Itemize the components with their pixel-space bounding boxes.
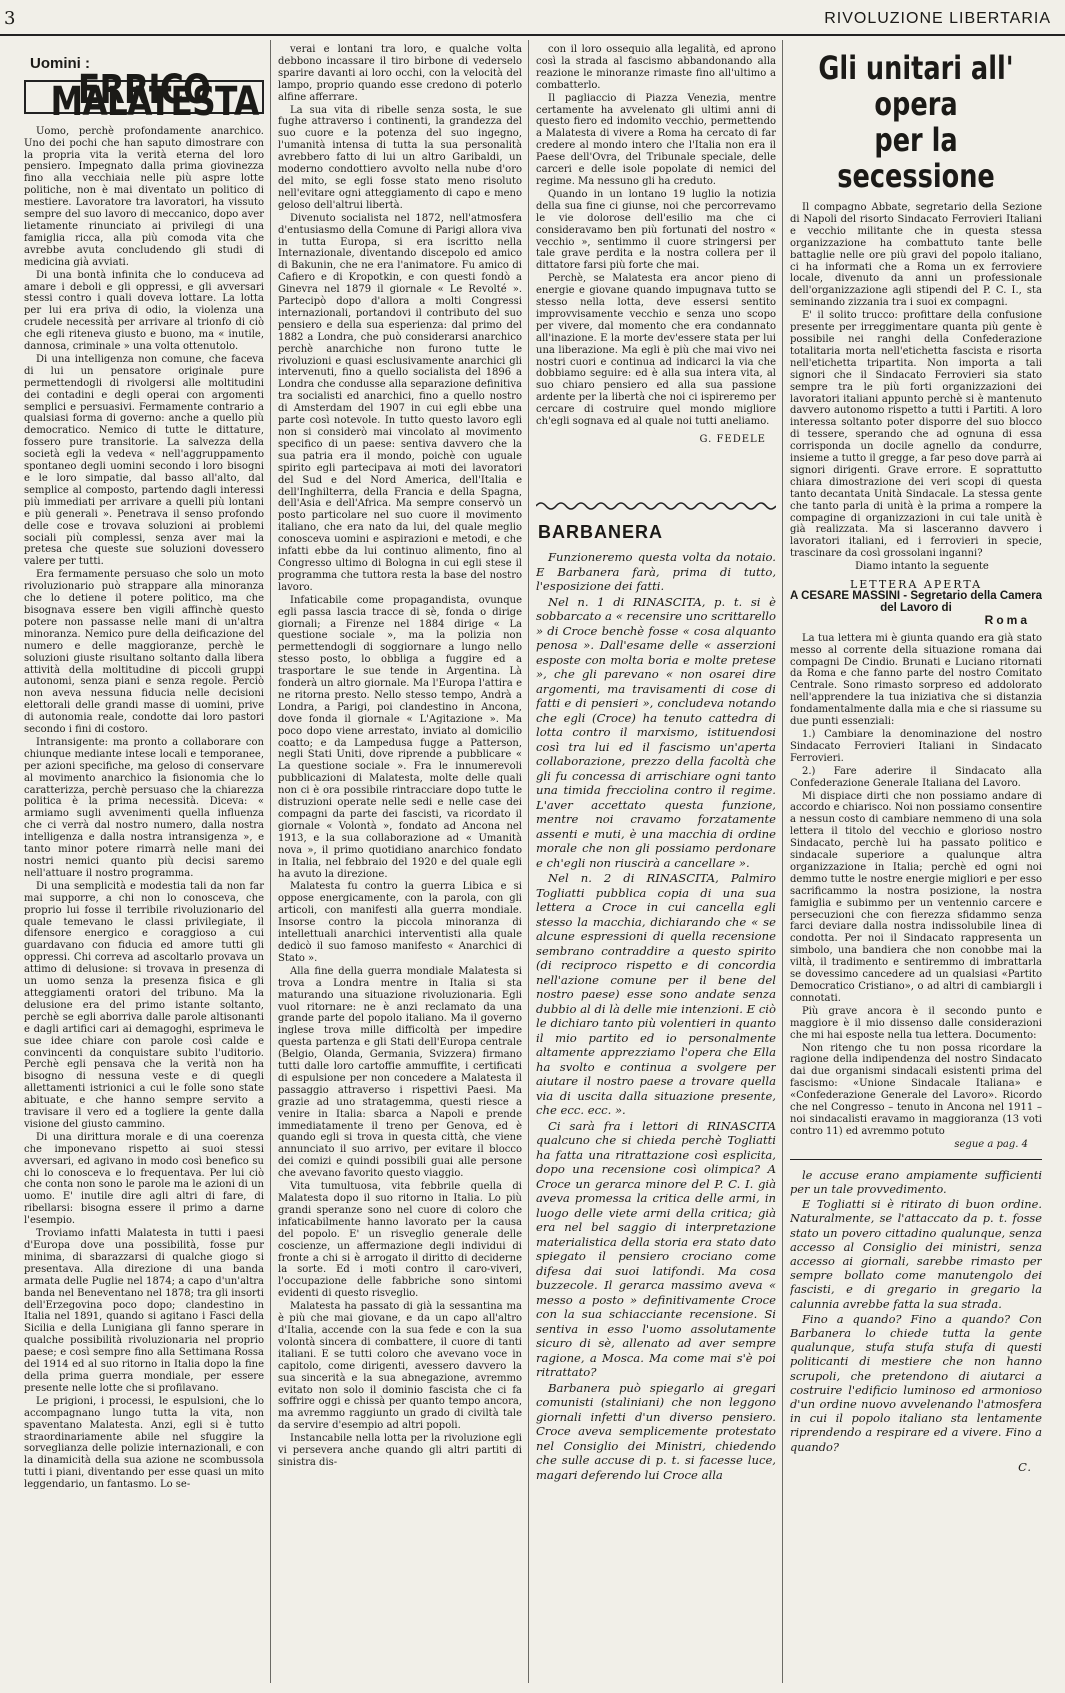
paragraph: Malatesta ha passato di già la sessantina ma è più che mai giovane, e da un capo all'altro d'Italia, accende con la sua fede e con la sua volontà sincera di combattere, il cuore di tanti italiani. E se tutti coloro che avevano voce in capitolo, come dirigenti, avessero davvero la sua sincerità e la sua abnegazione, avremmo evitato non solo il dominio fascista che ci fa soffrire oggi e chissà per quanto tempo ancora, ma avremmo raggiunto un grado di civiltà tale da servire d'esempio ad altri popoli.: [278, 1301, 522, 1432]
article-headline: [790, 50, 1042, 194]
barbanera-continuation: [790, 1168, 1042, 1474]
article-kicker: Uomini :: [30, 55, 90, 72]
paragraph: Di una semplicità e modestia tali da non far mai supporre, a chi non lo conosceva, che proprio lui fosse il terribile rivoluzionario del quale temevano le classi privilegiate, il difensore energico e coraggioso a cui guardavano con fiducia ed amore tutti gli oppressi. Chi correva ad ascoltarlo provava un attimo di delusione: si trovava in presenza di un uomo senza la presenza fisica e gli atteggiamenti oratori del tribuno. Ma la delusione era del primo istante soltanto, perchè se egli aborriva dalle parole altisonanti e dagli artifici cari ai demagoghi, esprimeva le sue idee chiare con parole così calde e convincenti da conquistare subito l'uditorio. Perchè egli pensava che la verità non ha bisogno di nessuna veste e di quegli allettamenti istrionici a cui le folle sono state abituate, e che hanno sempre servito a travisare il vero ed a togliere la gente dalla visione del giusto cammino.: [24, 880, 264, 1130]
paragraph: Era fermamente persuaso che solo un moto rivoluzionario può strappare alla minoranza che lo detiene il potere politico, ma che bisognava essere ben vigili affinchè questo potere non passasse nelle mani di un'altra minoranza. Nemico pure della deificazione del numero e delle maggioranze, perchè le soluzioni giuste risultano soltanto dalla libera attività della moltitudine di piccoli gruppi autonomi, senza piani e senza regole. Perciò non aveva nessuna fiducia nelle decisioni elettorali delle grandi masse di uomini, prive di autonomia reale, condotte dai loro pastori secondo i fini di costoro.: [24, 569, 264, 736]
column-3-barbanera: [536, 550, 776, 1680]
paragraph: Di una intelligenza non comune, che faceva di lui un pensatore originale pure permettendogli di rivolgersi alle moltitudini dei contadini e degli operai con argomenti semplici e persuasivi. Fermamente contrario a qualsiasi forma di governo: anche a quello più democratico. Nemico di tutte le dittature, fossero pure transitorie. La salvezza della società egli la vedeva « nell'aggruppamento spontaneo degli uomini secondo i loro bisogni e le loro simpatie, dal basso all'alto, dal semplice al composto, partendo dagli interessi più immediati per arrivare a quelli più lontani e più generali ». Penetrava il senso profondo delle cose e trovava soluzioni ai problemi sociali più complessi, senza aver mai la pretesa che queste sue soluzioni dovessero valere per tutti.: [24, 353, 264, 568]
continued-note: segue a pag. 4: [954, 1138, 1028, 1150]
letter-heading: [790, 579, 1042, 627]
column-1: [24, 44, 264, 1682]
paragraph: Le prigioni, i processi, le espulsioni, che lo accompagnano lungo tutta la vita, non spaventano Malatesta. Anzi, egli si è tutto straordinariamente abile nel sfuggire la sorveglianza delle polizie internazionali, e con la dinamicità della sua azione ne scombussola tutti i piani, diventando per esse quasi un mito leggendario, un fantasmo. Lo se-: [24, 1395, 264, 1491]
letter-heading-3: Roma: [984, 612, 1030, 627]
column-divider: [782, 40, 783, 1683]
paragraph: Quando in un lontano 19 luglio la notizia della sua fine ci giunse, noi che percorrevamo le vie dolorose dell'esilio ma che ci consideravamo ben più fortunati del nostro « vecchio », sentimmo il cuore stringersi per tale grave perdita e la nostra collera per il dittatore farsi più forte che mai.: [536, 188, 776, 272]
paragraph: Non ritengo che tu non possa ricordare la ragione della indipendenza del nostro Sindacato dai due organismi sindacali esistenti prima del fascismo: «Unione Sindacale Italiana» e «Confederazione Generale del Lavoro». Ricordo che nel Congresso – tenuto in Ancona nel 1911 – noi sindacalisti eravamo in maggioranza (13 voti contro 11) ed avremmo potuto: [790, 1042, 1042, 1137]
letter-heading-2: A CESARE MASSINI - Segretario della Camera del Lavoro di: [790, 590, 1042, 614]
headline-line-2: per la secessione: [837, 121, 995, 195]
paragraph: Funzioneremo questa volta da notaio. E Barbanera farà, prima di tutto, l'esposizione dei fatti.: [536, 550, 776, 593]
paragraph: Diamo intanto la seguente: [855, 561, 989, 573]
paragraph: Di una dirittura morale e di una coerenza che imponevano rispetto ai suoi stessi avversari, ed agivano in modo così benefico su chi lo conosceva e lo frequentava. Per lui ciò che conta non sono le parole ma le azioni di un uomo. E' inutile dire agli altri di fare, di ribellarsi: bisogna essere il primo a darne l'esempio.: [24, 1131, 264, 1227]
column-divider: [528, 40, 529, 1683]
column-2: [278, 44, 522, 1682]
article-title: ERRICO MALATESTA: [50, 66, 259, 125]
author-signature: G. FEDELE: [699, 434, 766, 445]
paragraph: Troviamo infatti Malatesta in tutti i paesi d'Europa dove una possibilità, fosse pur minima, di sbarazzarsi di qualche giogo si presentava. Alla direzione di una banda armata delle Puglie nel 1874; a capo d'un'altra banda nel Beneventano nel 1878; tra gli insorti dell'Erzegovina poco dopo; clandestino in Italia nel 1891, quando si agitano i Fasci della Sicilia e della Lunigiana gli fanno sperare in qualche possibilità rivoluzionaria nel proprio paese; e così sempre fino alla Settimana Rossa del 1914 ed al suo ritorno in Italia dopo la fine della prima guerra mondiale, per essere presente nelle lotte che si profilavano.: [24, 1228, 264, 1394]
paragraph: Divenuto socialista nel 1872, nell'atmosfera d'entusiasmo della Comune di Parigi allora viva in tutta Europa, si era iscritto nella Internazionale, diventando discepolo ed amico di Bakunin, che ne era l'animatore. Fu amico di Cafiero e di Kropotkin, e con questi fondò a Ginevra nel 1879 il giornale « Le Revolté ». Partecipò dopo d'allora a molti Congressi internazionali, portandovi il contributo del suo pensiero e della sua esperienza: dal primo del 1882 a Londra, che può considerarsi anarchico perchè anarchiche non furono tutte le rivoluzioni e quasi esclusivamente anarchici gli intervenuti, fino a quello socialista del 1896 a Londra che condusse alla separazione definitiva tra socialisti ed anarchici, fino a quello nostro di Amsterdam del 1907 in cui egli ebbe una parte così notevole. In tutto questo lavoro egli non si considerò mai vincolato al movimento specifico di un paese: sentiva davvero che la sua patria era il mondo, poichè con uguale spirito egli partecipava ai moti dei lavoratori del Sud e del Nord America, dell'Italia e dell'Inghilterra, della Francia e della Spagna, dell'Asia e dell'Africa. Ma sempre conservò un posto particolare nel suo cuore il movimento italiano, che era nato da lui, del quale meglio conosceva uomini e aspirazioni e metodi, e che infatti ebbe da lui continuo alimento, fino al Congresso ultimo di Bologna in cui egli stese il programma che tuttora resta la base del nostro lavoro.: [278, 212, 522, 593]
paragraph: E Togliatti si è ritirato di buon ordine. Naturalmente, se l'attaccato da p. t. fosse stato un povero cittadino qualunque, senza accesso al Consiglio dei ministri, senza accesso ai giornali, sarebbe rimasto per sempre bollato come manutengolo dei fascisti, e di gregario in gregario la calunnia avrebbe fatta la sua strada.: [790, 1197, 1042, 1311]
paragraph: Perchè, se Malatesta era ancor pieno di energie e giovane quando impugnava tutto se stesso nella lotta, deve essersi sentito improvvisamente vecchio e senza uno scopo per vivere, dal momento che era condannato all'inazione. E la morte dev'essere stata per lui una liberazione. Ma egli è più che mai vivo nei nostri cuori e continua ad indicarci la via che dobbiamo seguire: ed è alla sua intera vita, al suo chiaro pensiero ed alla sua passione ardente per la libertà che noi ci ispireremo per cercare di costruire quel mondo migliore ch'egli sognava ed al quale noi tutti aneliamo.: [536, 273, 776, 428]
header-rule: [0, 34, 1065, 36]
masthead: RIVOLUZIONE LIBERTARIA: [824, 10, 1051, 27]
paragraph: E' il solito trucco: profittare della confusione presente per irreggimentare quanta più gente è possibile nei ranghi della Confederazione totalitaria morta nell'etichetta fascista e risorta nell'etichetta tripartita. Non importa a tali signori che il Sindacato Ferrovieri sia stato sempre tra le più forti organizzazioni dei lavoratori italiani appunto perchè si è mantenuto davvero autonomo rispetto a tutti i Partiti. A loro interessa soltanto poter disporre del suo blocco di tessere, sperando che ad ognuna di essa corrisponda un docile agnello da condurre, insieme a tutto il gregge, a far peso dove parrà ai signori dirigenti. Grave errore. E soprattutto chiara dimostrazione dei veri scopi di questa tanto decantata Unità Sindacale. La stessa gente che tanto parla di unità è la prima a rompere la compagine di organizzazioni in cui tale unità è già realizzata. Ma si lasceranno davvero i lavoratori italiani, ed i ferrovieri in specie, trascinare da così grossolani inganni?: [790, 310, 1042, 560]
column-4: [790, 44, 1042, 1682]
page-number: 3: [4, 8, 16, 29]
paragraph: Alla fine della guerra mondiale Malatesta si trova a Londra mentre in Italia si sta maturando una situazione rivoluzionaria. Egli vuol ritornare: ne è anzi reclamato da una grande parte del popolo italiano. Ma il governo inglese trova mille difficoltà per impedire questa partenza e gli Stati dell'Europa centrale (Belgio, Olanda, Germania, Svizzera) firmano tutti dalle loro cartoffie ammuffite, i certificati di espulsione per non concedere a Malatesta il passaggio attraverso i rispettivi Paesi. Ma grazie ad uno stratagemma, questi riesce a venire in Italia: sbarca a Napoli e prende immediatamente il treno per Genova, ed è quando egli si trova in questa città, che viene annunciato il suo arrivo, per evitare il blocco dei comizi e quindi possibili guai alle persone che avevano favorito questo viaggio.: [278, 965, 522, 1180]
paragraph: Malatesta fu contro la guerra Libica e si oppose energicamente, con la parola, con gli articoli, con manifesti alla guerra mondiale. Insorse contro la piccola minoranza di intellettuali anarchici interventisti alla quale dedicò il suo famoso manifesto « Anarchici di Stato ».: [278, 881, 522, 964]
paragraph: Intransigente: ma pronto a collaborare con chiunque mediante intese locali e temporanee, per azioni specifiche, ma geloso di conservare al movimento anarchico la fisionomia che lo caratterizza, perchè persuaso che la chiarezza politica è la prima necessità. Diceva: « armiamo sugli avvenimenti quella influenza che ci verrà dal nostro numero, dalla nostra intelligenza e dalla nostra intransigenza », e tanto minor potere rimarrà nelle mani dei nostri nemici quanto più decisi saremo nell'attuare il nostro programma.: [24, 736, 264, 879]
paragraph: Instancabile nella lotta per la rivoluzione egli vi persevera anche quando gli altri partiti di sinistra dis-: [278, 1433, 522, 1468]
paragraph: Il compagno Abbate, segretario della Sezione di Napoli del risorto Sindacato Ferrovieri Italiani e vecchio militante che in questa stessa organizzazione ha combattuto tante belle battaglie nelle ore più gravi del popolo italiano, ci ha informati che a Roma un ex ferroviere locale, divenuto da anni un professionale dell'organizzazione agli stipendi del P. C. I., sta seminando zizzania tra i suoi ex compagni.: [790, 202, 1042, 309]
column-3-top: [536, 44, 776, 494]
paragraph: le accuse erano ampiamente sufficienti per un tale provvedimento.: [790, 1167, 1042, 1196]
author-signature: C.: [1018, 1459, 1032, 1474]
paragraph: Infaticabile come propagandista, ovunque egli passa lascia tracce di sè, fonda o dirige giornali; a Firenze nel 1884 dirige « La questione sociale », ma la polizia non permettendogli di soggiornare a lungo nello stesso posto, lo obbliga a fuggire ed a trasportare le sue tende in Argentina. Là fonderà un altro giornale. Ma l'Europa l'attira e ne ritorna presto. Nello stesso tempo, Andrà a Londra, a Parigi, poi clandestino in Ancona, dove fonda il giornale « L'Agitazione ». Ma poco dopo viene arrestato, inviato al domicilio coatto; e da Lampedusa fugge a Patterson, negli Stati Uniti, dove riprende a pubblicare « La questione sociale ». Fra le innumerevoli pubblicazioni di Malatesta, molte delle quali non ci è ora possibile rintracciare dopo tutte le distruzioni operate nelle sedi e nelle case dei compagni da parte dei fascisti, va ricordato il giornale « Volontà », fondato ad Ancona nel 1913, e la sua collaborazione ad « Umanità nova », il primo quotidiano anarchico fondato in Italia, nel febbraio del 1920 e del quale egli ha avuto la direzione.: [278, 594, 522, 880]
section-title: BARBANERA: [538, 522, 663, 542]
paragraph: Nel n. 1 di RINASCITA, p. t. si è sobbarcato a « recensire uno scrittarello » di Croce benchè fosse « cosa alquanto penosa ». Dall'esame delle « asserzioni esposte con molta boria e molte pretese », che gli parevano « non osarei dire argomenti, ma travisamenti di cose di fatti e di pensieri », concludeva notando che egli (Croce) ha tenuto cattedra di lotta contro il marxismo, istituendosi così tra lui ed il fascismo un'aperta collaborazione, prezzo della facoltà che gli fu concessa di arrischiare ogni tanto una timida frecciolina contro il regime. L'aver accettato questa funzione, mentre noi cravamo forzatamente assenti e muti, è una macchia di ordine morale che non gli possiamo perdonare e ch'egli non riuscirà a cancellare ».: [536, 594, 776, 870]
headline-line-1: Gli unitari all' opera: [818, 49, 1014, 123]
paragraph: Fino a quando? Fino a quando? Con Barbanera lo chiede tutta la gente qualunque, stufa stufa stufa di questi politicanti di mestiere che non hanno scrupoli, che pretendono di aiutarci a costruire l'edificio luminoso ed armonioso d'un ordine nuovo avvelenando l'atmosfera in cui il popolo italiano sta lentamente riprendendo a respirare ed a vivere. Fino a quando?: [790, 1311, 1042, 1454]
paragraph: Vita tumultuosa, vita febbrile quella di Malatesta dopo il suo ritorno in Italia. Lo più grandi speranze sono nel cuore di coloro che infaticabilmente hanno lavorato per la causa del popolo. E' un risveglio generale delle coscienze, un affermazione degli individui di fronte a chi si è arrogato il diritto di deciderne la sorte. Ed i moti contro il caro-viveri, l'occupazione delle fabbriche sono sintomi evidenti di questo risveglio.: [278, 1181, 522, 1300]
paragraph: 1.) Cambiare la denominazione del nostro Sindacato Ferrovieri Italiani in Sindacato Ferrovieri.: [790, 728, 1042, 764]
paragraph: Nel n. 2 di RINASCITA, Palmiro Togliatti pubblica copia di una sua lettera a Croce in cui cancella egli stesso la macchia, dichiarando che « se alcune espressioni di quella recensione sembrano contraddire a questo spirito (di reciproco rispetto e di concordia nell'azione comune per il bene del nostro paese) esse sono andate senza dubbio al di là delle mie intenzioni. E ciò le dichiaro tanto più volentieri in quanto il mio partito ed io personalmente altamente apprezziamo l'opera che Ella ha svolto e continua a svolgere per aiutare il nostro paese a trovare quella via di uscita dalla situazione presente, che ecc. ecc. ».: [536, 871, 776, 1117]
paragraph: La tua lettera mi è giunta quando era già stato messo al corrente della situazione romana dai compagni De Cindio. Brunati e Luciano ritornati da Roma e che fanno parte del nostro Comitato Centrale. Sono rimasto sorpreso ed addolorato nell'apprendere la tua iniziativa che si distanzia fondamentalmente dalla mia e che si riassume su due punti essenziali:: [790, 632, 1042, 728]
paragraph: con il loro ossequio alla legalità, ed aprono così la strada al fascismo abbandonando alla reazione le minoranze rimaste fino all'ultimo a combatterlo.: [536, 44, 776, 91]
paragraph: 2.) Fare aderire il Sindacato alla Confederazione Generale Italiana del Lavoro.: [790, 765, 1042, 789]
paragraph: Mi dispiace dirti che non possiamo andare di accordo e chiarisco. Noi non possiamo consentire a nessun costo di cambiare nemmeno di una sola lettera il titolo del vecchio e glorioso nostro Sindacato, perchè lui ha passato politico e sindacale superiore a qualunque altra organizzazione in Italia; perchè ed ogni noi demmo tutte le nostre energie migliori e per esso sacrificammo la nostra posizione, la nostra famiglia e subimmo per un ventennio carcere e persecuzioni che con fierezza sfidammo senza farci deviare dalla nostra indissolubile linea di condotta. Per noi il Sindacato rappresenta un simbolo, una bandiera che non conobbe mai la viltà, il tradimento e sentiremmo di imbrattarla se dovessimo cancedere ad un qualsiasi «Partito Democratico Cristiano», o ad altri di cambiargli i connotati.: [790, 790, 1042, 1004]
article-title-box: [24, 66, 264, 125]
paragraph: La sua vita di ribelle senza sosta, le sue fughe attraverso i continenti, la grandezza del suo cuore e la potenza del suo ingegno, l'umanità intensa di tutta la sua personalità avrebbero fatto di lui un altro Garibaldi, un moderno condottiero avvolto nella nube d'oro del mito, se egli fosse stato meno risoluto nell'evitare ogni atteggiamento di capo e meno geloso dell'altrui libertà.: [278, 104, 522, 211]
letter-heading-1: LETTERA APERTA: [849, 578, 983, 592]
section-divider: [790, 1159, 1042, 1160]
paragraph: Uomo, perchè profondamente anarchico. Uno dei pochi che han saputo dimostrare con la propria vita la verità eterna del loro pensiero. Impegnato dalla prima giovinezza fino alla vecchiaia nelle più aspre lotte politiche, non è mai diventato un politico di mestiere. Lavoratore tra lavoratori, ha vissuto sempre del suo lavoro di meccanico, dopo aver lietamente rinunciato ai privilegi di una famiglia ricca, alla più comoda vita che avrebbe avuta concludendo gli studi di medicina già avviati.: [24, 125, 264, 268]
wavy-separator: [536, 497, 776, 515]
paragraph: Di una bontà infinita che lo conduceva ad amare i deboli e gli oppressi, e gli avversari stessi contro i quali doveva lottare. La lotta per lui era priva di odio, la violenza una crudele necessità per arrivare al trionfo di ciò che egli riteneva giusto e buono, ma « inutile, dannosa, criminale » una volta ottenutolo.: [24, 269, 264, 353]
paragraph: Ci sarà fra i lettori di RINASCITA qualcuno che si chieda perchè Togliatti ha fatta una ritrattazione così esplicita, dopo una recensione così olimpica? A Croce un gerarca minore del P. C. I. già aveva promessa la critica delle armi, in luogo delle viete armi della critica; già era nel bel saggio di interpretazione materialistica della storia era stato dato spiegato il pensiero crociano come difesa dai suoi latifondi. Ma cosa buzzecole. Il gerarca massimo aveva « messo a posto » definitivamente Croce con la sua schiacciante recensione. Si sentiva in esso l'uomo assolutamente sicuro di sè, allenato ad aver sempre ragione, a Mosca. Ma come mai s'è poi ritrattato?: [536, 1118, 776, 1379]
paragraph: Barbanera può spiegarlo ai gregari comunisti (staliniani) che non leggono giornali infetti d'un diverso pensiero. Croce aveva semplicemente protestato nel Consiglio dei Ministri, chiedendo che sulle accuse di p. t. si facesse luce, magari deferendo lui Croce alla: [536, 1380, 776, 1482]
column-divider: [270, 40, 271, 1683]
article-body: [24, 126, 264, 1491]
paragraph: Più grave ancora è il secondo punto e maggiore è il mio dissenso dalle considerazioni che mi hai esposte nella tua lettera. Documento:: [790, 1005, 1042, 1041]
paragraph: Il pagliaccio di Piazza Venezia, mentre certamente ha avvelenato gli ultimi anni di questo fiero ed indomito vecchio, permettendo a Malatesta di vivere a Roma ha cercato di far credere al mondo intero che l'Italia non era il Paese dell'Ovra, del Tribunale speciale, delle carceri e delle isole popolate di nemici del regime. Ma nessuno gli ha creduto.: [536, 92, 776, 187]
paragraph: verai e lontani tra loro, e qualche volta debbono incassare il tiro birbone di vederselo sparire davanti ai loro occhi, con la velocità del lampo, proprio quando esse credono di poterlo alfine afferrare.: [278, 44, 522, 103]
